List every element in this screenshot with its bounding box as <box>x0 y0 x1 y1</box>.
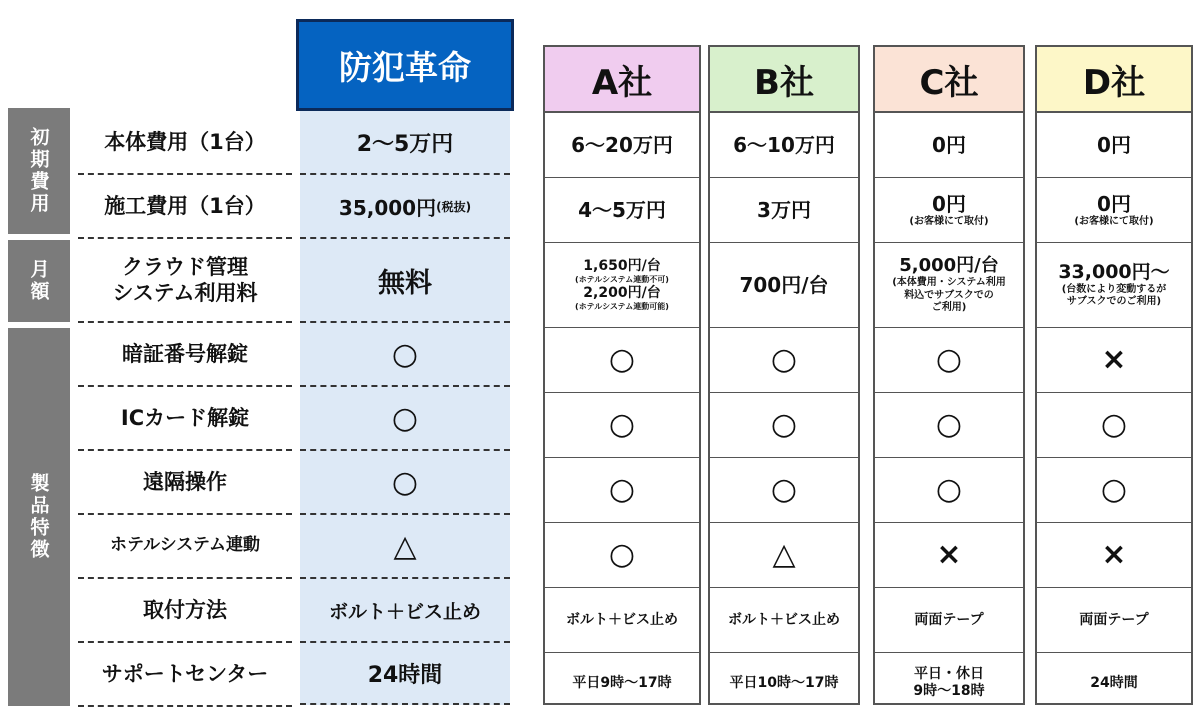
category-label: 月額 <box>27 259 50 303</box>
main-install-value: 35,000円 <box>338 195 437 220</box>
d-cell-ic-card-unlock: ○ <box>1037 393 1191 458</box>
c-cell-install-cost <box>875 178 1023 243</box>
competitor-a-header: A社 <box>543 45 701 111</box>
a-cloud-note-1: (ホテルシステム連動不可) <box>575 275 669 284</box>
a-cell-body-cost: 6～20万円 <box>545 113 699 178</box>
main-cell-hotel-link: △ <box>300 515 510 579</box>
competitor-d-column <box>1035 111 1193 705</box>
competitor-c-column <box>873 111 1025 705</box>
a-cell-pin-unlock: ○ <box>545 328 699 393</box>
b-cell-pin-unlock: ○ <box>710 328 858 393</box>
b-cell-mounting: ボルト＋ビス止め <box>710 588 858 653</box>
c-cloud-note: (本体費用・システム利用 料込でサブスクでの ご利用) <box>892 277 1006 314</box>
main-cell-mounting: ボルト＋ビス止め <box>300 579 510 643</box>
main-cell-install-cost <box>300 175 510 239</box>
c-cell-pin-unlock: ○ <box>875 328 1023 393</box>
a-cell-remote: ○ <box>545 458 699 523</box>
d-cell-cloud-fee <box>1037 243 1191 328</box>
b-cell-install-cost: 3万円 <box>710 178 858 243</box>
b-cell-support: 平日10時～17時 <box>729 674 839 691</box>
category-label: 製品特徴 <box>27 473 50 561</box>
a-cloud-note-2: (ホテルシステム連動可能) <box>575 301 669 311</box>
b-cell-cloud-fee: 700円/台 <box>710 243 858 328</box>
d-install-note: (お客様にて取付) <box>1074 215 1154 227</box>
c-cell-support: 平日・休日 9時～18時 <box>913 666 985 699</box>
d-cell-hotel-link: × <box>1037 523 1191 588</box>
b-cell-remote: ○ <box>710 458 858 523</box>
competitor-d-header: D社 <box>1035 45 1193 111</box>
a-cell-support: 平日9時～17時 <box>572 674 672 691</box>
competitor-a-column <box>543 111 701 705</box>
row-label-remote: 遠隔操作 <box>78 451 292 515</box>
d-cell-pin-unlock: × <box>1037 328 1191 393</box>
b-cell-hotel-link: △ <box>710 523 858 588</box>
main-cell-body-cost: 2～5万円 <box>300 111 510 175</box>
d-cell-remote: ○ <box>1037 458 1191 523</box>
row-label-ic-card-unlock: ICカード解錠 <box>78 387 292 451</box>
main-cell-remote: ○ <box>300 451 510 515</box>
a-cloud-price-2: 2,200円/台 <box>583 285 661 301</box>
row-label-support: サポートセンター <box>78 643 292 707</box>
main-cell-ic-card-unlock: ○ <box>300 387 510 451</box>
competitor-b-header: B社 <box>708 45 860 111</box>
category-initial-cost <box>8 108 70 234</box>
main-product-header: 防犯革命 <box>296 19 514 111</box>
category-label: 初期費用 <box>27 127 50 215</box>
row-label-install-cost: 施工費用（1台） <box>78 175 292 239</box>
c-cell-remote: ○ <box>875 458 1023 523</box>
row-label-pin-unlock: 暗証番号解錠 <box>78 323 292 387</box>
d-cloud-value: 33,000円～ <box>1058 261 1170 284</box>
c-cloud-value: 5,000円/台 <box>899 255 999 277</box>
row-label-cloud-fee: クラウド管理 システム利用料 <box>78 239 292 323</box>
a-cell-ic-card-unlock: ○ <box>545 393 699 458</box>
c-cell-body-cost: 0円 <box>875 113 1023 178</box>
d-cell-body-cost: 0円 <box>1037 113 1191 178</box>
c-install-value: 0円 <box>932 191 966 216</box>
d-cell-support: 24時間 <box>1090 674 1138 691</box>
a-cell-cloud-fee <box>545 243 699 328</box>
competitor-c-header: C社 <box>873 45 1025 111</box>
d-install-value: 0円 <box>1097 191 1131 216</box>
c-install-note: (お客様にて取付) <box>909 215 989 227</box>
row-label-mounting: 取付方法 <box>78 579 292 643</box>
row-label-hotel-link: ホテルシステム連動 <box>78 515 292 579</box>
a-cloud-price-1: 1,650円/台 <box>583 258 661 275</box>
row-label-body-cost: 本体費用（1台） <box>78 111 292 175</box>
main-cell-cloud-fee: 無料 <box>300 239 510 323</box>
a-cell-hotel-link: ○ <box>545 523 699 588</box>
competitor-b-column <box>708 111 860 705</box>
a-cell-install-cost: 4～5万円 <box>545 178 699 243</box>
c-cell-mounting: 両面テープ <box>875 588 1023 653</box>
category-monthly <box>8 240 70 322</box>
main-cell-pin-unlock: ○ <box>300 323 510 387</box>
c-cell-hotel-link: × <box>875 523 1023 588</box>
b-cell-body-cost: 6～10万円 <box>710 113 858 178</box>
d-cell-install-cost <box>1037 178 1191 243</box>
d-cell-mounting: 両面テープ <box>1037 588 1191 653</box>
main-install-note: (税抜) <box>436 199 472 214</box>
d-cloud-note: (台数により変動するが サブスクでのご利用) <box>1061 283 1167 308</box>
a-cell-mounting: ボルト＋ビス止め <box>545 588 699 653</box>
c-cell-cloud-fee <box>875 243 1023 328</box>
c-cell-ic-card-unlock: ○ <box>875 393 1023 458</box>
b-cell-ic-card-unlock: ○ <box>710 393 858 458</box>
category-features <box>8 328 70 706</box>
main-cell-support: 24時間 <box>300 643 510 705</box>
